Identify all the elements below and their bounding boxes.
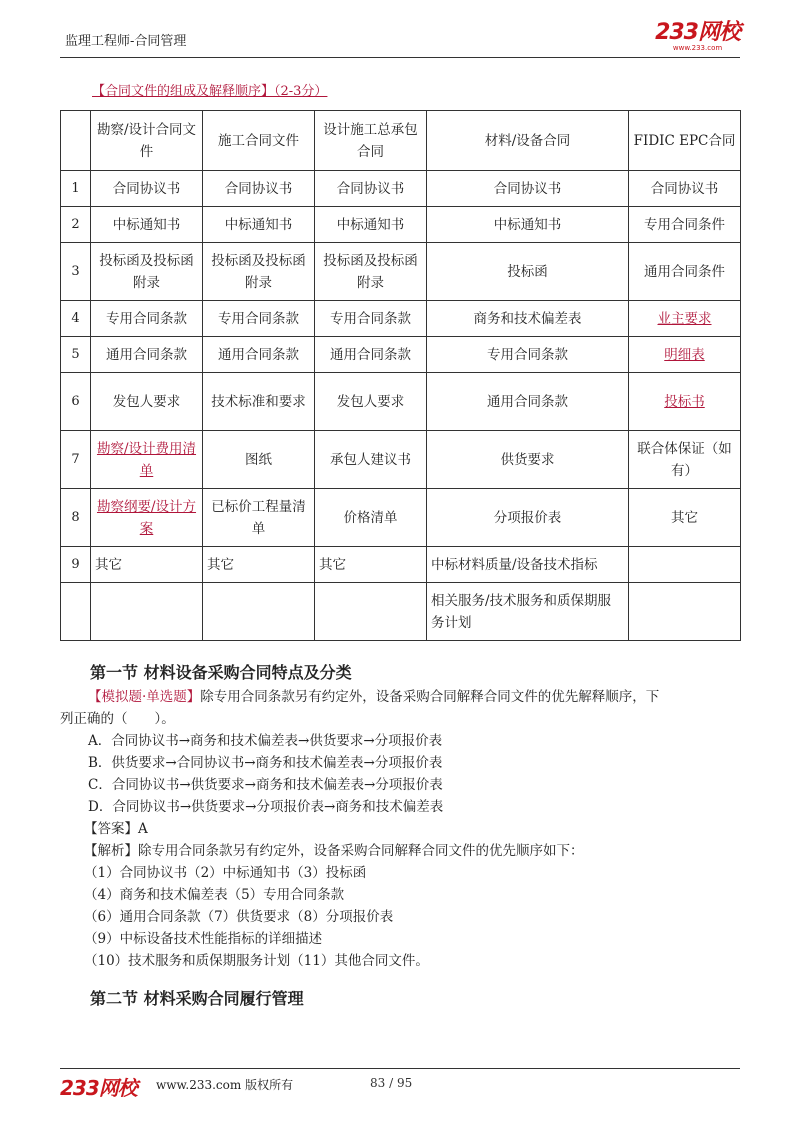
page-number: 83 / 95 (370, 1076, 413, 1090)
answer-label: 【答案】 (84, 821, 138, 837)
table-row (61, 547, 741, 583)
table-cell: 通用合同条款 (203, 337, 315, 373)
option-b: B．供货要求→合同协议书→商务和技术偏差表→分项报价表 (88, 755, 443, 771)
footer-rule (60, 1068, 740, 1069)
logo-sub: www.233.com (672, 44, 723, 52)
question-stem-a: 除专用合同条款另有约定外，设备采购合同解释合同文件的优先解释顺序，下 (200, 689, 660, 705)
table-cell: 合同协议书 (315, 171, 427, 207)
option-d: D．合同协议书→供货要求→分项报价表→商务和技术偏差表 (88, 799, 444, 815)
table-cell: 中标通知书 (427, 207, 629, 243)
chapter-1-title: 第一节 材料设备采购合同特点及分类 (90, 663, 352, 682)
highlighted-term: 业主要求 (657, 310, 712, 327)
table-cell: 中标材料质量/设备技术指标 (427, 547, 629, 583)
table-cell (315, 583, 427, 641)
table-cell: 技术标准和要求 (203, 373, 315, 431)
row-number: 4 (61, 301, 91, 337)
analysis-item: （4）商务和技术偏差表（5）专用合同条款 (84, 887, 345, 903)
table-row (61, 207, 741, 243)
table-cell: 中标通知书 (91, 207, 203, 243)
table-cell: 合同协议书 (203, 171, 315, 207)
table-cell (629, 301, 741, 337)
table-cell (629, 547, 741, 583)
table-header-cell: FIDIC EPC合同 (629, 111, 741, 171)
row-number (61, 583, 91, 641)
header-title: 监理工程师-合同管理 (65, 34, 187, 49)
table-cell (629, 373, 741, 431)
table-cell: 合同协议书 (629, 171, 741, 207)
highlighted-term: 明细表 (664, 346, 705, 363)
table-cell: 合同协议书 (427, 171, 629, 207)
answer-value: A (138, 821, 148, 837)
row-number: 2 (61, 207, 91, 243)
table-cell: 通用合同条款 (315, 337, 427, 373)
table-row (61, 243, 741, 301)
footer-site: www.233.com 版权所有 (156, 1078, 294, 1092)
table-cell: 专用合同条款 (427, 337, 629, 373)
question-stem (60, 686, 740, 708)
analysis-item: （9）中标设备技术性能指标的详细描述 (84, 931, 323, 947)
table-cell (91, 583, 203, 641)
table-cell (203, 583, 315, 641)
table-cell: 通用合同条款 (91, 337, 203, 373)
table-header-row (61, 111, 741, 171)
analysis-item: （1）合同协议书（2）中标通知书（3）投标函 (84, 865, 367, 881)
table-cell: 其它 (91, 547, 203, 583)
table-row (61, 431, 741, 489)
table-cell: 专用合同条款 (315, 301, 427, 337)
analysis-label: 【解析】 (84, 843, 138, 859)
table-cell: 通用合同条件 (629, 243, 741, 301)
table-cell: 发包人要求 (91, 373, 203, 431)
logo (655, 22, 740, 52)
table-cell: 价格清单 (315, 489, 427, 547)
table-cell: 中标通知书 (203, 207, 315, 243)
row-number: 7 (61, 431, 91, 489)
table-cell: 已标价工程量清单 (203, 489, 315, 547)
table-row (61, 337, 741, 373)
table-header-cell: 施工合同文件 (203, 111, 315, 171)
table-header-cell: 勘察/设计合同文件 (91, 111, 203, 171)
row-number: 8 (61, 489, 91, 547)
table-cell: 商务和技术偏差表 (427, 301, 629, 337)
row-number: 6 (61, 373, 91, 431)
page-header (60, 20, 740, 56)
table-cell: 其它 (629, 489, 741, 547)
question-tag: 【模拟题·单选题】 (88, 689, 201, 705)
table-cell: 投标函及投标函附录 (315, 243, 427, 301)
table-header-cell (61, 111, 91, 171)
section-title: 【合同文件的组成及解释顺序】（2-3分） (92, 84, 328, 99)
analysis-item: （10）技术服务和质保期服务计划（11）其他合同文件。 (84, 953, 429, 969)
table-cell: 图纸 (203, 431, 315, 489)
table-header-cell: 材料/设备合同 (427, 111, 629, 171)
table-cell: 供货要求 (427, 431, 629, 489)
table-cell (629, 337, 741, 373)
row-number: 1 (61, 171, 91, 207)
option-a: A．合同协议书→商务和技术偏差表→供货要求→分项报价表 (88, 733, 443, 749)
table-row (61, 301, 741, 337)
contract-documents-table (60, 110, 741, 641)
table-cell: 中标通知书 (315, 207, 427, 243)
row-number: 9 (61, 547, 91, 583)
analysis-line (60, 840, 740, 862)
highlighted-term: 勘察/设计费用清单 (96, 440, 197, 479)
table-cell: 专用合同条款 (91, 301, 203, 337)
table-cell: 承包人建议书 (315, 431, 427, 489)
table-cell: 专用合同条款 (203, 301, 315, 337)
option-c: C．合同协议书→供货要求→商务和技术偏差表→分项报价表 (88, 777, 443, 793)
table-cell: 发包人要求 (315, 373, 427, 431)
footer-logo: 233网校 (60, 1076, 137, 1100)
chapter-2-title: 第二节 材料采购合同履行管理 (90, 989, 304, 1008)
table-row (61, 489, 741, 547)
table-cell: 投标函 (427, 243, 629, 301)
table-cell: 专用合同条件 (629, 207, 741, 243)
row-number: 3 (61, 243, 91, 301)
table-cell: 联合体保证（如有） (629, 431, 741, 489)
table-header-cell: 设计施工总承包合同 (315, 111, 427, 171)
table-cell: 其它 (203, 547, 315, 583)
table-row (61, 583, 741, 641)
question-block (60, 686, 740, 972)
table-row (61, 171, 741, 207)
table-cell: 投标函及投标函附录 (91, 243, 203, 301)
table-cell (91, 489, 203, 547)
highlighted-term: 投标书 (664, 393, 705, 410)
row-number: 5 (61, 337, 91, 373)
table-cell: 合同协议书 (91, 171, 203, 207)
header-rule (60, 57, 740, 58)
table-cell: 分项报价表 (427, 489, 629, 547)
table-cell: 投标函及投标函附录 (203, 243, 315, 301)
question-stem-b: 列正确的（ ）。 (60, 711, 175, 727)
analysis-intro: 除专用合同条款另有约定外，设备采购合同解释合同文件的优先顺序如下： (138, 843, 584, 859)
table-row (61, 373, 741, 431)
logo-main: 233网校 (655, 20, 740, 45)
table-cell: 其它 (315, 547, 427, 583)
table-cell (91, 431, 203, 489)
highlighted-term: 勘察纲要/设计方案 (96, 498, 197, 537)
table-cell: 通用合同条款 (427, 373, 629, 431)
analysis-item: （6）通用合同条款（7）供货要求（8）分项报价表 (84, 909, 394, 925)
answer-line (60, 818, 740, 840)
table-cell: 相关服务/技术服务和质保期服务计划 (427, 583, 629, 641)
table-cell (629, 583, 741, 641)
